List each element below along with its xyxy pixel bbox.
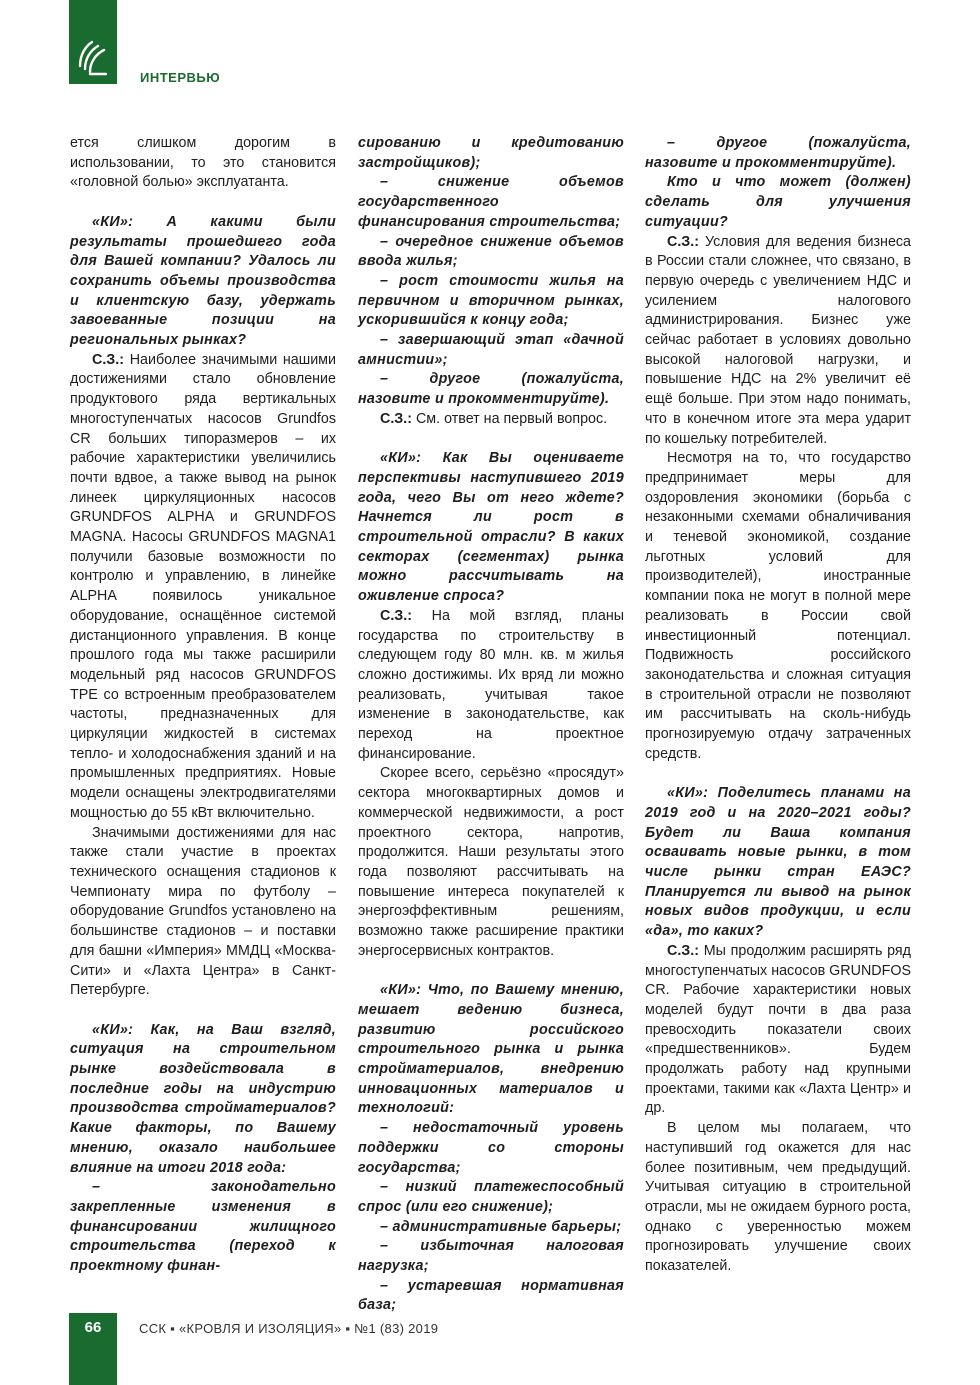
publication-info: ССК ▪ «КРОВЛЯ И ИЗОЛЯЦИЯ» ▪ №1 (83) 2019 <box>139 1321 439 1336</box>
footer-color-bar <box>69 1313 117 1385</box>
section-label: ИНТЕРВЬЮ <box>140 70 221 85</box>
speaker-initials: С.З.: <box>667 233 699 250</box>
interview-question: сированию и кредитованию застройщиков); <box>358 135 624 171</box>
interview-question: – низкий платежеспособный спрос (или его снижение); <box>358 1179 624 1215</box>
publisher-logo-icon <box>76 36 110 78</box>
answer-text: Мы продолжим расширять ряд многоступенчатых насосов GRUNDFOS CR. Рабочие характеристики новых моделей будут почти в два раза превосходить показатели своих «предшественников». Будем продолжать работу над крупными проектами, такими как «Лахта Центр» и др. <box>645 942 911 1117</box>
article-paragraph: ется слишком дорогим в использовании, то это становится «головной болью» эксплуатанта. <box>70 135 336 191</box>
interview-question: «КИ»: Как, на Ваш взгляд, ситуация на строительном рынке воздействовала в последние годы на индустрию производства стройматериалов? Какие факторы, по Вашему мнению, оказало наибольшее влияние на итоги 2018 года: <box>70 1021 336 1176</box>
interview-question: – недостаточный уровень поддержки со стороны государства; <box>358 1120 624 1176</box>
answer-text: На мой взгляд, планы государства по строительству в следующем году 80 млн. кв. м жилья сложно достижимы. Их вряд ли можно реализовать, учитывая такое изменение в законодательстве, как переход на проектное финансирование. <box>358 607 624 762</box>
interview-question: «КИ»: Поделитесь планами на 2019 год и на 2020–2021 годы? Будет ли Ваша компания осваивать новые рынки, в том числе рынки стран ЕАЭС? Планируется ли вывод на рынок новых видов продукции, и если «да», то каких? <box>645 785 911 940</box>
interview-question: – рост стоимости жилья на первичном и вторичном рынках, ускорившийся к концу года; <box>358 272 624 329</box>
interview-question: Кто и что может (должен) сделать для улучшения ситуации? <box>645 174 911 230</box>
interview-question: «КИ»: Что, по Вашему мнению, мешает ведению бизнеса, развитию российского строительного рынка и рынка стройматериалов, внедрению инновационных материалов и технологий: <box>358 982 624 1117</box>
answer-text: См. ответ на первый вопрос. <box>412 410 608 427</box>
interview-question: – завершающий этап «дачной амнистии»; <box>358 332 624 368</box>
header-color-bar <box>69 0 117 84</box>
speaker-initials: С.З.: <box>667 942 699 959</box>
interview-question: – избыточная налоговая нагрузка; <box>358 1238 624 1275</box>
interview-question: – снижение объемов государственного финансирования строительства; <box>358 174 624 230</box>
interview-question: «КИ»: Как Вы оцениваете перспективы наступившего 2019 года, чего Вы от него ждете? Начнется ли рост в строительной отрасли? В каких секторах (сегментах) рынка можно рассчитывать на оживление спроса? <box>358 450 624 605</box>
answer-text: Условия для ведения бизнеса в России стали сложнее, что связано, в первую очередь с увеличением НДС и усилением налогового администрирования. Бизнес уже сейчас работает в условиях довольно высокой налоговой нагрузки, и повышение НДС на 2% увеличит её ещё больше. При этом надо понимать, что в конечном итоге эта мера ударит по кошельку потребителей. <box>645 233 911 447</box>
interview-question: – очередное снижение объемов ввода жилья; <box>358 233 624 270</box>
article-column-2 <box>358 134 624 1316</box>
article-paragraph: В целом мы полагаем, что наступивший год окажется для нас более позитивным, чем предыдущий. Учитывая ситуацию в строительной отрасли, мы не ожидаем бурного роста, однако с уверенностью можем прогнозировать улучшение своих показателей. <box>645 1120 911 1275</box>
article-column-1 <box>70 134 336 1277</box>
interview-answer <box>358 607 624 765</box>
speaker-initials: С.З.: <box>380 410 412 427</box>
speaker-initials: С.З.: <box>92 351 124 368</box>
article-paragraph: Значимыми достижениями для нас также стали участие в проектах технического оснащения стадионов к Чемпионату мира по футболу – оборудование Grundfos установлено на большинстве стадионов – и поставки для башни «Империя» ММДЦ «Москва-Сити» и «Лахта Центра» в Санкт-Петербурге. <box>70 824 336 999</box>
interview-answer <box>70 351 336 824</box>
interview-question: – другое (пожалуйста, назовите и прокомментируйте). <box>645 135 911 171</box>
article-column-3 <box>645 134 911 1277</box>
interview-question: – устаревшая нормативная база; <box>358 1277 624 1314</box>
interview-question: – другое (пожалуйста, назовите и прокомментируйте). <box>358 371 624 408</box>
article-paragraph: Скорее всего, серьёзно «просядут» сектора многоквартирных домов и коммерческой недвижимости, а рост проектного сектора, напротив, продолжится. Наши результаты этого года позволяют рассчитывать на повышение интереса покупателей к энергоэффективным решениям, возможно также расширение практики энергосервисных контрактов. <box>358 765 624 959</box>
article-paragraph: Несмотря на то, что государство предпринимает меры для оздоровления экономики (борьба с незаконными схемами обналичивания и теневой экономикой, создание льготных условий для производителей), иностранные компании пока не могут в полной мере реализовать в России свой инвестиционный потенциал. Подвижность российского законодательства и сложная ситуация в строительной отрасли не позволяют им рассчитывать на сколь-нибудь прогнозируемую отдачу затраченных средств. <box>645 450 911 762</box>
interview-answer <box>645 233 911 450</box>
interview-answer <box>358 410 624 430</box>
interview-question: «КИ»: А какими были результаты прошедшего года для Вашей компании? Удалось ли сохранить объемы производства и клиентскую базу, удержать завоеванные позиции на региональных рынках? <box>70 213 336 349</box>
interview-answer <box>645 942 911 1119</box>
speaker-initials: С.З.: <box>380 607 412 624</box>
answer-text: Наиболее значимыми нашими достижениями стало обновление продуктового ряда вертикальных многоступенчатых насосов Grundfos CR больших типоразмеров – их рабочие характеристики увеличились почти вдвое, а также вывод на рынок линеек циркуляционных насосов GRUNDFOS ALPHA и GRUNDFOS MAGNA. Насосы GRUNDFOS MAGNA1 получили базовые возможности по контролю и управлению, в линейке ALPHA появилось уникальное оборудование, оснащённое системой дистанционного управления. В конце прошлого года мы также расширили модельный ряд насосов GRUNDFOS TPE со встроенным преобразователем частоты, предназначенных для циркуляции жидкостей в системах тепло- и холодоснабжения зданий и на промышленных предприятиях. Новые модели оснащены электродвигателями мощностью до 55 кВт включительно. <box>70 351 336 821</box>
interview-question: – законодательно закрепленные изменения в финансировании жилищного строительства (переход к проектному финан- <box>70 1179 336 1275</box>
interview-question: – административные барьеры; <box>380 1218 622 1235</box>
page-number: 66 <box>84 1319 102 1336</box>
